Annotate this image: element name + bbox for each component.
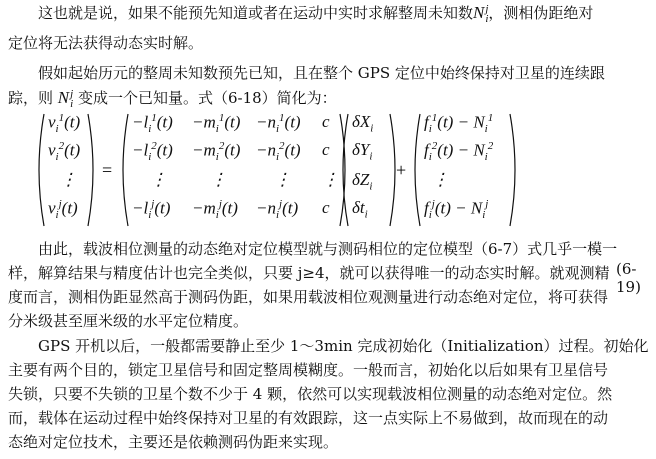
matrix-entry: $-m_i^2(t)$ (192, 140, 241, 164)
text-fragment: ，测相伪距绝对 (488, 4, 594, 22)
lhs-entry: ⋮ (60, 170, 77, 189)
rhs-entry: $f_i^1(t) - N_i^1$ (424, 112, 494, 136)
text-line: 主要有两个目的，锁定卫星信号和固定整周模糊度。一般而言，初始化以后如果有卫星信号 (8, 361, 609, 379)
matrix-brackets (34, 108, 644, 232)
text-line: 由此，载波相位测量的动态绝对定位模型就与测码相位的定位模型（6-7）式几乎一模一 (38, 240, 618, 258)
text-line (38, 2, 593, 24)
text-line: 分米级甚至厘米级的水平定位精度。 (8, 312, 249, 330)
text-fragment: 这也就是说，如果不能预先知道或者在运动中实时求解整周未知数 (38, 4, 474, 22)
matrix-entry: c (322, 112, 330, 131)
matrix-entry: c (322, 198, 330, 217)
matrix-entry: ⋮ (210, 170, 227, 189)
lhs-entry: $v_i^2(t)$ (48, 140, 81, 164)
matrix-entry: $-n_i^j(t)$ (256, 198, 299, 222)
rhs-entry: ⋮ (432, 170, 449, 189)
superscript: j (70, 88, 74, 100)
matrix-entry: ⋮ (150, 170, 167, 189)
text-line: GPS 开机以后，一般都需要静止至少 1～3min 完成初始化（Initialization）过程。初始化 (38, 337, 649, 355)
subscript: i (485, 13, 489, 25)
text-fragment: 变成一个已知量。式（6-18）简化为： (77, 89, 337, 107)
matrix-entry: $-l_i^j(t)$ (132, 198, 171, 222)
matrix-entry: $-m_i^1(t)$ (192, 112, 241, 136)
matrix-entry: $-n_i^2(t)$ (256, 140, 301, 164)
unknown-entry: $\delta t_i$ (352, 198, 368, 221)
equation-number: (6-19) (616, 260, 641, 296)
unknown-entry: $\delta Z_i$ (352, 170, 373, 193)
lhs-entry: $v_i^j(t)$ (48, 198, 78, 222)
matrix-entry: c (322, 140, 330, 159)
text-line: 态绝对定位技术，主要还是依赖测码伪距来实现。 (8, 433, 339, 451)
subscript: i (70, 98, 74, 110)
matrix-entry: ⋮ (274, 170, 291, 189)
rhs-entry: $f_i^2(t) - N_i^2$ (424, 140, 494, 164)
math-symbol: N (57, 88, 70, 107)
text-line: 而，载体在运动过程中始终保持对卫星的有效跟踪，这一点实际上不易做到，故而现在的动 (8, 409, 609, 427)
matrix-entry: $-n_i^1(t)$ (256, 112, 301, 136)
unknown-entry: $\delta Y_i$ (352, 140, 373, 163)
text-line: 样，解算结果与精度估计也完全类似，只要 j≥4，就可以获得唯一的动态实时解。就观测精 (8, 264, 610, 282)
math-symbol: N (473, 3, 485, 22)
matrix-entry: $-l_i^2(t)$ (132, 140, 173, 164)
rhs-entry: $f_i^j(t) - N_i^j$ (424, 198, 489, 222)
text-line: 失锁，只要不失锁的卫星个数不少于 4 颗，依然可以实现载波相位测量的动态绝对定位。然 (8, 385, 613, 403)
text-line: 假如起始历元的整周未知数预先已知，且在整个 GPS 定位中始终保持对卫星的连续跟 (38, 64, 605, 82)
text-line (8, 87, 337, 109)
matrix-entry: $-m_i^j(t)$ (192, 198, 238, 222)
unknown-entry: $\delta X_i$ (352, 112, 374, 135)
plus-sign: + (396, 160, 407, 180)
lhs-entry: $v_i^1(t)$ (48, 112, 81, 136)
text-fragment: 踪，则 (8, 89, 54, 107)
math-scripts (70, 89, 73, 109)
superscript: j (485, 3, 489, 15)
equals-sign: = (102, 160, 113, 180)
text-line: 定位将无法获得动态实时解。 (8, 34, 204, 52)
matrix-entry: ⋮ (322, 170, 339, 189)
text-line: 度而言，测相伪距显然高于测码伪距，如果用载波相位观测量进行动态绝对定位，将可获得 (8, 288, 609, 306)
matrix-entry: $-l_i^1(t)$ (132, 112, 173, 136)
